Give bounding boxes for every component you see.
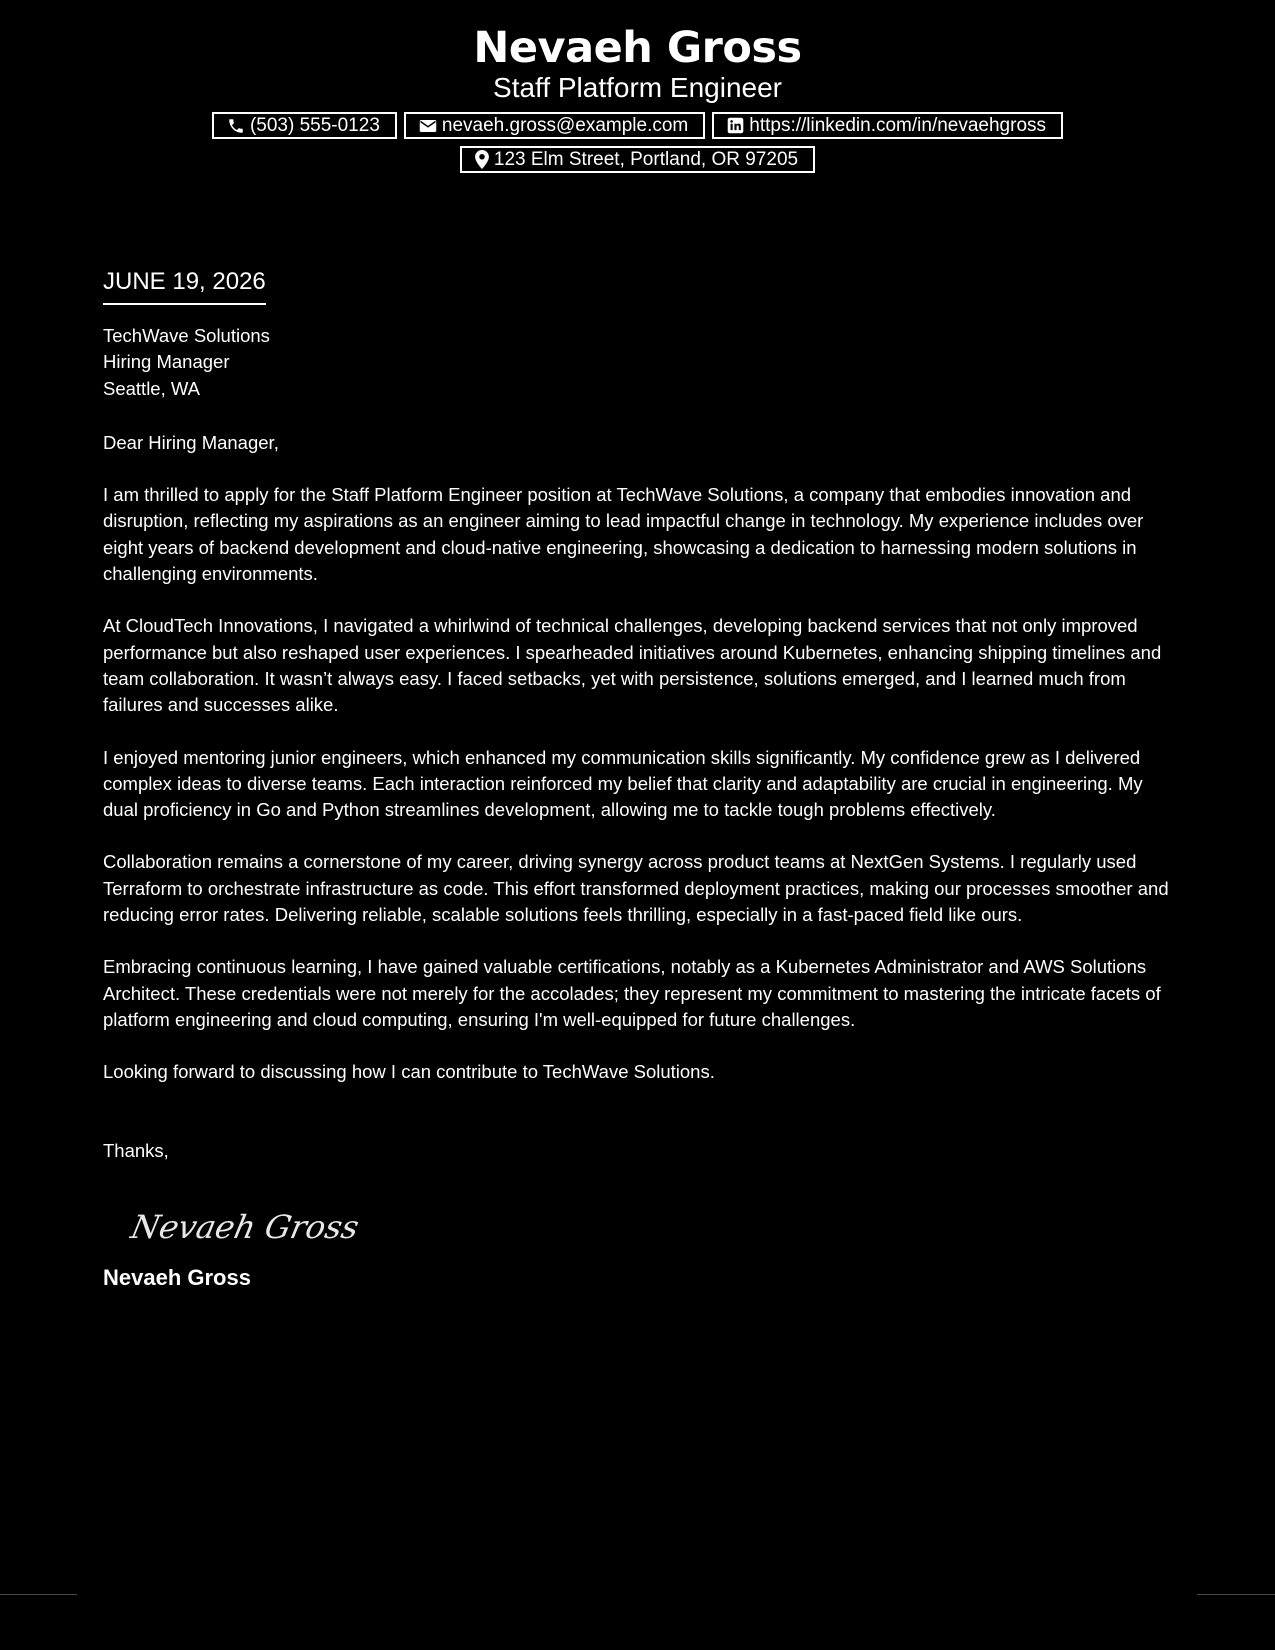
phone-text: (503) 555-0123	[249, 115, 380, 136]
letter-date: JUNE 19, 2026	[103, 262, 266, 305]
paragraph-4: Collaboration remains a cornerstone of my career, driving synergy across product teams at NextGen Systems. I regularly used Terraform to orchestrate infrastructure as code. This effort transformed deployment practices, making our processes smoother and reducing error rates. Delivering reliable, scalable solutions feels thrilling, especially in a fast-paced field like ours.	[103, 851, 1169, 926]
address-chip	[460, 146, 815, 173]
recipient-block	[103, 323, 1173, 402]
footer-rule-right	[1197, 1594, 1275, 1595]
recipient-company: TechWave Solutions	[103, 325, 270, 346]
paragraph-1: I am thrilled to apply for the Staff Platform Engineer position at TechWave Solutions, a company that embodies innovation and disruption, reflecting my aspirations as an engineer aiming to lead impactful change in technology. My experience includes over eight years of backend development and cloud-native engineering, showcasing a dedication to harnessing modern solutions in challenging environments.	[103, 484, 1144, 585]
signer-name: Nevaeh Gross	[103, 1264, 251, 1290]
linkedin-chip[interactable]	[712, 112, 1063, 139]
recipient-location: Seattle, WA	[103, 377, 200, 399]
signature-text: Nevaeh Gross	[127, 1208, 363, 1246]
recipient-title: Hiring Manager	[103, 351, 230, 373]
contact-row	[0, 112, 1275, 139]
footer-rule-left	[0, 1594, 77, 1595]
email-chip[interactable]	[404, 112, 705, 139]
phone-chip[interactable]	[212, 112, 397, 139]
linkedin-icon	[727, 117, 744, 134]
email-text: nevaeh.gross@example.com	[441, 115, 689, 136]
closing: Thanks,	[103, 1139, 169, 1161]
map-pin-icon	[475, 150, 489, 169]
salutation: Dear Hiring Manager,	[103, 431, 279, 453]
applicant-name: Nevaeh Gross	[473, 23, 802, 73]
applicant-title: Staff Platform Engineer	[493, 72, 782, 103]
letter-header	[0, 22, 1275, 173]
contact-row-address	[0, 146, 1275, 173]
letter-body	[103, 262, 1173, 1293]
envelope-icon	[419, 118, 437, 134]
paragraph-5: Embracing continuous learning, I have gained valuable certifications, notably as a Kubernetes Administrator and AWS Solutions Architect. These credentials were not merely for the accolades; they represent my commitment to mastering the intricate facets of platform engineering and cloud computing, ensuring I'm well-equipped for future challenges.	[103, 956, 1161, 1030]
signature-image	[127, 1202, 1173, 1252]
paragraph-3: I enjoyed mentoring junior engineers, which enhanced my communication skills significantly. My confidence grew as I delivered complex ideas to diverse teams. Each interaction reinforced my belief that clarity and adaptability are crucial in engineering. My dual proficiency in Go and Python streamlines development, allowing me to tackle tough problems effectively.	[103, 746, 1143, 821]
address-text: 123 Elm Street, Portland, OR 97205	[493, 149, 799, 170]
paragraph-2: At CloudTech Innovations, I navigated a whirlwind of technical challenges, developing backend services that not only improved performance but also reshaped user experiences. I spearheaded initiatives around Kubernetes, enhancing shipping timelines and team collaboration. It wasn’t always easy. I faced setbacks, yet with persistence, solutions emerged, and I learned much from failures and successes alike.	[103, 615, 1162, 716]
paragraph-6: Looking forward to discussing how I can contribute to TechWave Solutions.	[103, 1061, 715, 1083]
phone-icon	[227, 117, 245, 135]
linkedin-text: https://linkedin.com/in/nevaehgross	[749, 115, 1047, 136]
